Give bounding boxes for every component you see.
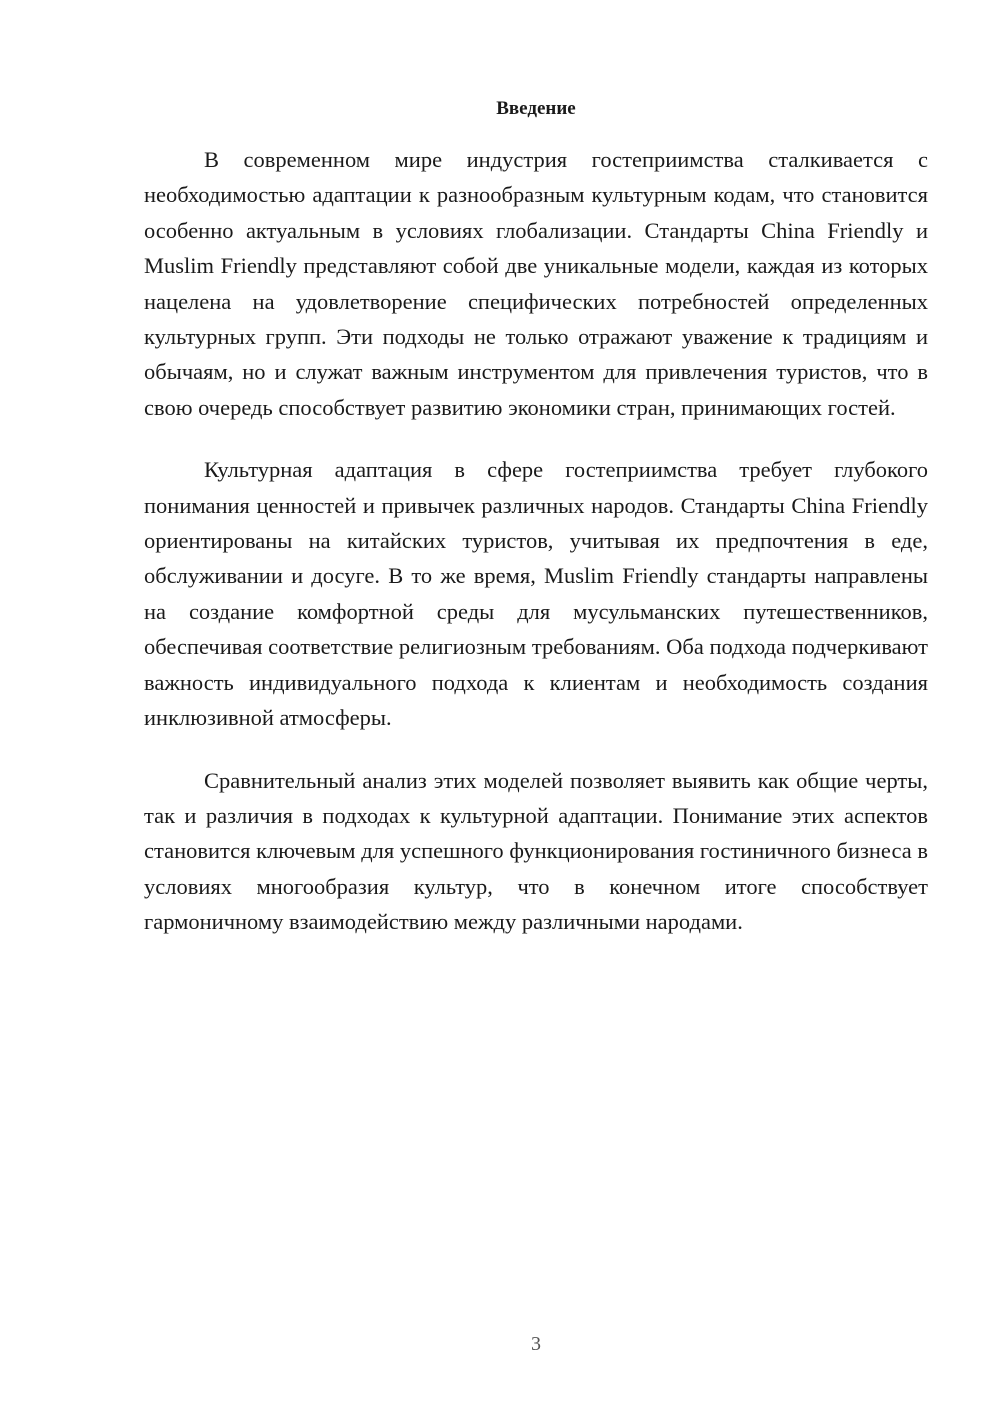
paragraph-3: Сравнительный анализ этих моделей позволяет выявить как общие черты, так и различия в подходах к культурной адаптации. Понимание этих аспектов становится ключевым для успешного функционирования гостиничного бизнеса в условиях многообразия культур, что в конечном итоге способствует гармоничному взаимодействию между различными народами. bbox=[144, 767, 928, 935]
body-text bbox=[144, 142, 928, 967]
section-heading: Введение bbox=[496, 98, 576, 119]
paragraph-2: Культурная адаптация в сфере гостеприимства требует глубокого понимания ценностей и привычек различных народов. Стандарты China Friendly ориентированы на китайских туристов, учитывая их предпочтения в еде, обслуживании и досуге. В то же время, Muslim Friendly стандарты направлены на создание комфортной среды для мусульманских путешественников, обеспечивая соответствие религиозным требованиям. Оба подхода подчеркивают важность индивидуального подхода к клиентам и необходимость создания инклюзивной атмосферы. bbox=[144, 457, 928, 731]
paragraph-1: В современном мире индустрия гостеприимства сталкивается с необходимостью адаптации к разнообразным культурным кодам, что становится особенно актуальным в условиях глобализации. Стандарты China Friendly и Muslim Friendly представляют собой две уникальные модели, каждая из которых нацелена на удовлетворение специфических потребностей определенных культурных групп. Эти подходы не только отражают уважение к традициям и обычаям, но и служат важным инструментом для привлечения туристов, что в свою очередь способствует развитию экономики стран, принимающих гостей. bbox=[144, 147, 928, 420]
page-number: 3 bbox=[531, 1333, 541, 1355]
